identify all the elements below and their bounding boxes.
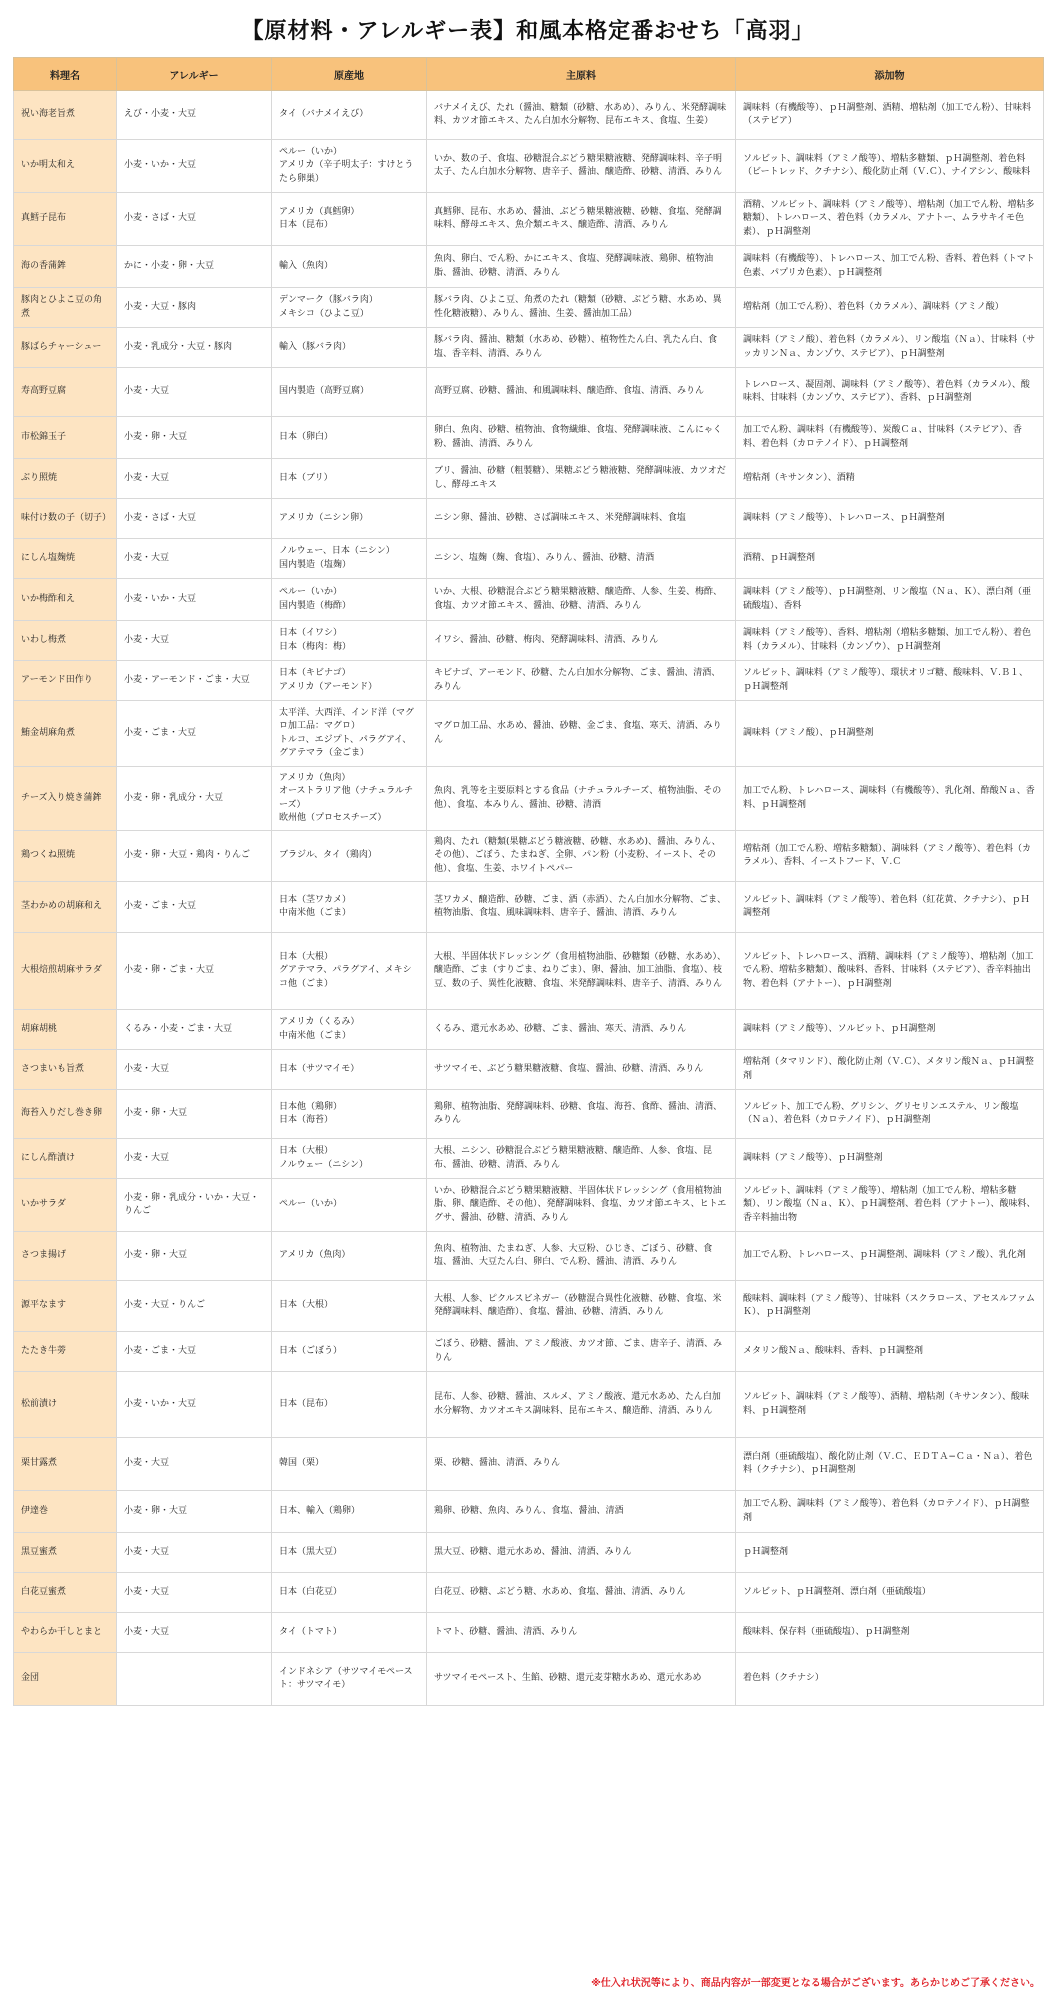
main-ingredients-cell: いか、大根、砂糖混合ぶどう糖果糖液糖、醸造酢、人参、生姜、梅酢、食塩、カツオ節エキス、醤油、砂糖、清酒、みりん bbox=[427, 579, 736, 621]
allergy-cell: 小麦・卵・大豆 bbox=[117, 1232, 272, 1281]
additives-cell: 加工でん粉、調味料（アミノ酸等）、着色料（カロテノイド）、ｐＨ調整剤 bbox=[736, 1491, 1044, 1533]
origin-cell: 日本（サツマイモ） bbox=[272, 1050, 427, 1090]
origin-cell: ノルウェー、日本（ニシン） 国内製造（塩麹） bbox=[272, 539, 427, 579]
table-row bbox=[14, 288, 1044, 328]
origin-cell: 日本（大根） ノルウェー（ニシン） bbox=[272, 1139, 427, 1179]
allergy-cell: 小麦・いか・大豆 bbox=[117, 140, 272, 193]
dish-name-cell: 海の香蒲鉾 bbox=[14, 246, 117, 288]
dish-name-cell: さつまいも旨煮 bbox=[14, 1050, 117, 1090]
main-ingredients-cell: 卵白、魚肉、砂糖、植物油、食物繊維、食塩、発酵調味液、こんにゃく粉、醤油、清酒、みりん bbox=[427, 417, 736, 459]
main-ingredients-cell: キビナゴ、アーモンド、砂糖、たん白加水分解物、ごま、醤油、清酒、みりん bbox=[427, 661, 736, 701]
allergy-cell: 小麦・卵・大豆・鶏肉・りんご bbox=[117, 831, 272, 882]
additives-cell: ソルビット、調味料（アミノ酸等）、酒精、増粘剤（キサンタン）、酸味料、ｐＨ調整剤 bbox=[736, 1372, 1044, 1438]
dish-name-cell: にしん塩麹焼 bbox=[14, 539, 117, 579]
dish-name-cell: 金団 bbox=[14, 1653, 117, 1706]
main-ingredients-cell: 大根、人参、ピクルスビネガー（砂糖混合異性化液糖、砂糖、食塩、米発酵調味料、醸造酢）、食塩、醤油、砂糖、清酒、みりん bbox=[427, 1281, 736, 1332]
additives-cell: ソルビット、調味料（アミノ酸等）、増粘剤（加工でん粉、増粘多糖類）、リン酸塩（Ｎａ、Ｋ）、ｐＨ調整剤、着色料（アナトー）、酸味料、香辛料抽出物 bbox=[736, 1179, 1044, 1232]
table-row bbox=[14, 831, 1044, 882]
origin-cell: 日本（茎ワカメ） 中南米他（ごま） bbox=[272, 882, 427, 933]
additives-cell: 酸味料、調味料（アミノ酸等）、甘味料（スクラロース、アセスルファムＫ）、ｐＨ調整剤 bbox=[736, 1281, 1044, 1332]
allergy-cell: 小麦・卵・乳成分・いか・大豆・りんご bbox=[117, 1179, 272, 1232]
main-ingredients-cell: 真鱈卵、昆布、水あめ、醤油、ぶどう糖果糖液糖、砂糖、食塩、発酵調味料、酵母エキス、魚介類エキス、醸造酢、清酒、みりん bbox=[427, 193, 736, 246]
additives-cell: 増粘剤（キサンタン）、酒精 bbox=[736, 459, 1044, 499]
table-row bbox=[14, 459, 1044, 499]
dish-name-cell: 伊達巻 bbox=[14, 1491, 117, 1533]
origin-cell: ペルー（いか） 国内製造（梅酢） bbox=[272, 579, 427, 621]
origin-cell: 日本、輸入（鶏卵） bbox=[272, 1491, 427, 1533]
additives-cell: 加工でん粉、トレハロース、ｐＨ調整剤、調味料（アミノ酸）、乳化剤 bbox=[736, 1232, 1044, 1281]
additives-cell: メタリン酸Ｎａ、酸味料、香料、ｐＨ調整剤 bbox=[736, 1332, 1044, 1372]
main-ingredients-cell: 昆布、人参、砂糖、醤油、スルメ、アミノ酸液、還元水あめ、たん白加水分解物、カツオエキス調味料、昆布エキス、醸造酢、清酒、みりん bbox=[427, 1372, 736, 1438]
main-ingredients-cell: イワシ、醤油、砂糖、梅肉、発酵調味料、清酒、みりん bbox=[427, 621, 736, 661]
disclaimer-note: ※仕入れ状況等により、商品内容が一部変更となる場合がございます。あらかじめご了承ください。 bbox=[591, 1978, 1040, 1989]
origin-cell: 日本（大根） bbox=[272, 1281, 427, 1332]
main-ingredients-cell: 豚バラ肉、ひよこ豆、角煮のたれ（糖類（砂糖、ぶどう糖、水あめ、異性化糖液糖）、みりん、醤油、生姜、醤油加工品） bbox=[427, 288, 736, 328]
origin-cell: 輸入（魚肉） bbox=[272, 246, 427, 288]
additives-cell: 調味料（アミノ酸等）、トレハロース、ｐＨ調整剤 bbox=[736, 499, 1044, 539]
main-ingredients-cell: 黒大豆、砂糖、還元水あめ、醤油、清酒、みりん bbox=[427, 1533, 736, 1573]
main-ingredients-cell: 魚肉、乳等を主要原料とする食品（ナチュラルチーズ、植物油脂、その他）、食塩、本みりん、醤油、砂糖、清酒 bbox=[427, 767, 736, 831]
dish-name-cell: 祝い海老旨煮 bbox=[14, 91, 117, 140]
dish-name-cell: たたき牛蒡 bbox=[14, 1332, 117, 1372]
origin-cell: 輸入（豚バラ肉） bbox=[272, 328, 427, 368]
main-ingredients-cell: 高野豆腐、砂糖、醤油、和風調味料、醸造酢、食塩、清酒、みりん bbox=[427, 368, 736, 417]
table-row bbox=[14, 368, 1044, 417]
origin-cell: 日本（イワシ） 日本（梅肉：梅） bbox=[272, 621, 427, 661]
allergy-cell: 小麦・大豆 bbox=[117, 621, 272, 661]
main-ingredients-cell: いか、砂糖混合ぶどう糖果糖液糖、半固体状ドレッシング（食用植物油脂、卵、醸造酢、その他）、発酵調味料、食塩、カツオ節エキス、ヒトエグサ、醤油、砂糖、清酒、みりん bbox=[427, 1179, 736, 1232]
table-row bbox=[14, 1232, 1044, 1281]
main-ingredients-cell: 鶏卵、植物油脂、発酵調味料、砂糖、食塩、海苔、食酢、醤油、清酒、みりん bbox=[427, 1090, 736, 1139]
table-row bbox=[14, 1613, 1044, 1653]
header-dish-name: 料理名 bbox=[14, 58, 117, 91]
dish-name-cell: 鮪金胡麻角煮 bbox=[14, 701, 117, 767]
table-row bbox=[14, 1050, 1044, 1090]
additives-cell: ソルビット、加工でん粉、グリシン、グリセリンエステル、リン酸塩（Ｎａ）、着色料（カロテノイド）、ｐＨ調整剤 bbox=[736, 1090, 1044, 1139]
allergy-cell: 小麦・卵・大豆 bbox=[117, 1090, 272, 1139]
table-row bbox=[14, 1372, 1044, 1438]
allergy-cell: 小麦・いか・大豆 bbox=[117, 1372, 272, 1438]
allergy-cell: 小麦・大豆 bbox=[117, 1573, 272, 1613]
origin-cell: ペルー（いか） アメリカ（辛子明太子：すけとうたら卵巣） bbox=[272, 140, 427, 193]
dish-name-cell: チーズ入り焼き蒲鉾 bbox=[14, 767, 117, 831]
table-row bbox=[14, 246, 1044, 288]
dish-name-cell: やわらか干しとまと bbox=[14, 1613, 117, 1653]
dish-name-cell: 栗甘露煮 bbox=[14, 1438, 117, 1491]
main-ingredients-cell: ニシン、塩麹（麹、食塩）、みりん、醤油、砂糖、清酒 bbox=[427, 539, 736, 579]
origin-cell: タイ（バナメイえび） bbox=[272, 91, 427, 140]
table-row bbox=[14, 882, 1044, 933]
dish-name-cell: いわし梅煮 bbox=[14, 621, 117, 661]
allergy-cell: かに・小麦・卵・大豆 bbox=[117, 246, 272, 288]
origin-cell: 日本他（鶏卵） 日本（海苔） bbox=[272, 1090, 427, 1139]
allergy-cell: 小麦・大豆 bbox=[117, 459, 272, 499]
additives-cell: 増粘剤（タマリンド）、酸化防止剤（Ｖ.Ｃ）、メタリン酸Ｎａ、ｐＨ調整剤 bbox=[736, 1050, 1044, 1090]
additives-cell: 着色料（クチナシ） bbox=[736, 1653, 1044, 1706]
additives-cell: 加工でん粉、調味料（有機酸等）、炭酸Ｃａ、甘味料（ステビア）、香料、着色料（カロテノイド）、ｐＨ調整剤 bbox=[736, 417, 1044, 459]
origin-cell: アメリカ（魚肉） bbox=[272, 1232, 427, 1281]
table-row bbox=[14, 661, 1044, 701]
dish-name-cell: いかサラダ bbox=[14, 1179, 117, 1232]
dish-name-cell: にしん酢漬け bbox=[14, 1139, 117, 1179]
table-header-row bbox=[14, 58, 1044, 91]
table-row bbox=[14, 1010, 1044, 1050]
additives-cell: 増粘剤（加工でん粉）、着色料（カラメル）、調味料（アミノ酸） bbox=[736, 288, 1044, 328]
main-ingredients-cell: 魚肉、植物油、たまねぎ、人参、大豆粉、ひじき、ごぼう、砂糖、食塩、醤油、大豆たん白、卵白、でん粉、醤油、清酒、みりん bbox=[427, 1232, 736, 1281]
additives-cell: 調味料（有機酸等）、トレハロース、加工でん粉、香料、着色料（トマト色素、パプリカ色素）、ｐＨ調整剤 bbox=[736, 246, 1044, 288]
table-row bbox=[14, 140, 1044, 193]
table-row bbox=[14, 1090, 1044, 1139]
table-row bbox=[14, 1491, 1044, 1533]
origin-cell: ブラジル、タイ（鶏肉） bbox=[272, 831, 427, 882]
allergy-cell: えび・小麦・大豆 bbox=[117, 91, 272, 140]
origin-cell: 国内製造（高野豆腐） bbox=[272, 368, 427, 417]
table-row bbox=[14, 539, 1044, 579]
additives-cell: 調味料（アミノ酸等）、香料、増粘剤（増粘多糖類、加工でん粉）、着色料（カラメル）、甘味料（カンゾウ）、ｐＨ調整剤 bbox=[736, 621, 1044, 661]
dish-name-cell: ぶり照焼 bbox=[14, 459, 117, 499]
origin-cell: 日本（卵白） bbox=[272, 417, 427, 459]
main-ingredients-cell: マグロ加工品、水あめ、醤油、砂糖、金ごま、食塩、寒天、清酒、みりん bbox=[427, 701, 736, 767]
additives-cell: 増粘剤（加工でん粉、増粘多糖類）、調味料（アミノ酸等）、着色料（カラメル）、香料、イーストフード、Ｖ.Ｃ bbox=[736, 831, 1044, 882]
table-row bbox=[14, 1179, 1044, 1232]
main-ingredients-cell: 豚バラ肉、醤油、糖類（水あめ、砂糖）、植物性たん白、乳たん白、食塩、香辛料、清酒、みりん bbox=[427, 328, 736, 368]
additives-cell: ソルビット、調味料（アミノ酸等）、増粘多糖類、ｐＨ調整剤、着色料（ビートレッド、クチナシ）、酸化防止剤（Ｖ.Ｃ）、ナイアシン、酸味料 bbox=[736, 140, 1044, 193]
table-row bbox=[14, 933, 1044, 1010]
dish-name-cell: いか梅酢和え bbox=[14, 579, 117, 621]
dish-name-cell: 松前漬け bbox=[14, 1372, 117, 1438]
main-ingredients-cell: サツマイモペースト、生餡、砂糖、還元麦芽糖水あめ、還元水あめ bbox=[427, 1653, 736, 1706]
main-ingredients-cell: トマト、砂糖、醤油、清酒、みりん bbox=[427, 1613, 736, 1653]
table-row bbox=[14, 1573, 1044, 1613]
main-ingredients-cell: 鶏卵、砂糖、魚肉、みりん、食塩、醤油、清酒 bbox=[427, 1491, 736, 1533]
allergy-cell: 小麦・大豆 bbox=[117, 368, 272, 417]
additives-cell: トレハロース、凝固剤、調味料（アミノ酸等）、着色料（カラメル）、酸味料、甘味料（カンゾウ、ステビア）、香料、ｐＨ調整剤 bbox=[736, 368, 1044, 417]
main-ingredients-cell: くるみ、還元水あめ、砂糖、ごま、醤油、寒天、清酒、みりん bbox=[427, 1010, 736, 1050]
table-row bbox=[14, 193, 1044, 246]
dish-name-cell: アーモンド田作り bbox=[14, 661, 117, 701]
allergy-cell: 小麦・卵・大豆 bbox=[117, 1491, 272, 1533]
dish-name-cell: 寿高野豆腐 bbox=[14, 368, 117, 417]
additives-cell: 加工でん粉、トレハロース、調味料（有機酸等）、乳化剤、酢酸Ｎａ、香料、ｐＨ調整剤 bbox=[736, 767, 1044, 831]
origin-cell: 日本（黒大豆） bbox=[272, 1533, 427, 1573]
allergy-cell: 小麦・乳成分・大豆・豚肉 bbox=[117, 328, 272, 368]
allergy-cell: 小麦・さば・大豆 bbox=[117, 499, 272, 539]
allergy-cell: 小麦・大豆 bbox=[117, 1533, 272, 1573]
additives-cell: 酸味料、保存料（亜硫酸塩）、ｐＨ調整剤 bbox=[736, 1613, 1044, 1653]
main-ingredients-cell: ニシン卵、醤油、砂糖、さば調味エキス、米発酵調味料、食塩 bbox=[427, 499, 736, 539]
main-ingredients-cell: 魚肉、卵白、でん粉、かにエキス、食塩、発酵調味液、鶏卵、植物油脂、醤油、砂糖、清酒、みりん bbox=[427, 246, 736, 288]
dish-name-cell: 大根焙煎胡麻サラダ bbox=[14, 933, 117, 1010]
table-row bbox=[14, 1438, 1044, 1491]
main-ingredients-cell: ごぼう、砂糖、醤油、アミノ酸液、カツオ節、ごま、唐辛子、清酒、みりん bbox=[427, 1332, 736, 1372]
table-row bbox=[14, 1332, 1044, 1372]
additives-cell: 調味料（アミノ酸等）、ｐＨ調整剤、リン酸塩（Ｎａ、Ｋ）、漂白剤（亜硫酸塩）、香料 bbox=[736, 579, 1044, 621]
table-row bbox=[14, 1281, 1044, 1332]
dish-name-cell: 真鱈子昆布 bbox=[14, 193, 117, 246]
additives-cell: 酒精、ｐＨ調整剤 bbox=[736, 539, 1044, 579]
table-row bbox=[14, 91, 1044, 140]
allergy-cell: くるみ・小麦・ごま・大豆 bbox=[117, 1010, 272, 1050]
allergy-cell: 小麦・卵・ごま・大豆 bbox=[117, 933, 272, 1010]
origin-cell: インドネシア（サツマイモペースト：サツマイモ） bbox=[272, 1653, 427, 1706]
table-row bbox=[14, 499, 1044, 539]
allergy-cell: 小麦・ごま・大豆 bbox=[117, 701, 272, 767]
dish-name-cell: 胡麻胡桃 bbox=[14, 1010, 117, 1050]
origin-cell: 日本（ごぼう） bbox=[272, 1332, 427, 1372]
additives-cell: 調味料（アミノ酸）、ｐＨ調整剤 bbox=[736, 701, 1044, 767]
origin-cell: アメリカ（魚肉） オーストラリア他（ナチュラルチーズ） 欧州他（プロセスチーズ） bbox=[272, 767, 427, 831]
allergy-cell: 小麦・卵・大豆 bbox=[117, 417, 272, 459]
origin-cell: 韓国（栗） bbox=[272, 1438, 427, 1491]
dish-name-cell: 市松錦玉子 bbox=[14, 417, 117, 459]
dish-name-cell: 茎わかめの胡麻和え bbox=[14, 882, 117, 933]
additives-cell: ｐＨ調整剤 bbox=[736, 1533, 1044, 1573]
header-origin: 原産地 bbox=[272, 58, 427, 91]
dish-name-cell: 白花豆蜜煮 bbox=[14, 1573, 117, 1613]
header-allergy: アレルギー bbox=[117, 58, 272, 91]
main-ingredients-cell: 栗、砂糖、醤油、清酒、みりん bbox=[427, 1438, 736, 1491]
additives-cell: 調味料（有機酸等）、ｐＨ調整剤、酒精、増粘剤（加工でん粉）、甘味料（ステビア） bbox=[736, 91, 1044, 140]
origin-cell: ペルー（いか） bbox=[272, 1179, 427, 1232]
dish-name-cell: 海苔入りだし巻き卵 bbox=[14, 1090, 117, 1139]
main-ingredients-cell: ブリ、醤油、砂糖（粗製糖）、果糖ぶどう糖液糖、発酵調味液、カツオだし、酵母エキス bbox=[427, 459, 736, 499]
additives-cell: 調味料（アミノ酸）、着色料（カラメル）、リン酸塩（Ｎａ）、甘味料（サッカリンＮａ、カンゾウ、ステビア）、ｐＨ調整剤 bbox=[736, 328, 1044, 368]
allergy-cell: 小麦・アーモンド・ごま・大豆 bbox=[117, 661, 272, 701]
allergy-cell: 小麦・大豆 bbox=[117, 1613, 272, 1653]
allergy-cell: 小麦・ごま・大豆 bbox=[117, 1332, 272, 1372]
allergy-table bbox=[13, 57, 1044, 1706]
origin-cell: アメリカ（ニシン卵） bbox=[272, 499, 427, 539]
additives-cell: 酒精、ソルビット、調味料（アミノ酸等）、増粘剤（加工でん粉、増粘多糖類）、トレハロース、着色料（カラメル、アナトー、ムラサキイモ色素）、ｐＨ調整剤 bbox=[736, 193, 1044, 246]
allergy-cell: 小麦・大豆 bbox=[117, 539, 272, 579]
table-row bbox=[14, 701, 1044, 767]
main-ingredients-cell: 鶏肉、たれ（糖類(果糖ぶどう糖液糖、砂糖、水あめ)、醤油、みりん、その他）、ごぼう、たまねぎ、全卵、パン粉（小麦粉、イースト、その他）、食塩、生姜、ホワイトペパー bbox=[427, 831, 736, 882]
table-row bbox=[14, 1139, 1044, 1179]
dish-name-cell: 味付け数の子（切子） bbox=[14, 499, 117, 539]
table-row bbox=[14, 579, 1044, 621]
dish-name-cell: 源平なます bbox=[14, 1281, 117, 1332]
table-row bbox=[14, 1653, 1044, 1706]
dish-name-cell: 豚肉とひよこ豆の角煮 bbox=[14, 288, 117, 328]
origin-cell: アメリカ（真鱈卵） 日本（昆布） bbox=[272, 193, 427, 246]
origin-cell: 日本（ブリ） bbox=[272, 459, 427, 499]
additives-cell: 調味料（アミノ酸等）、ｐＨ調整剤 bbox=[736, 1139, 1044, 1179]
allergy-cell: 小麦・卵・乳成分・大豆 bbox=[117, 767, 272, 831]
dish-name-cell: 鶏つくね照焼 bbox=[14, 831, 117, 882]
additives-cell: ソルビット、トレハロース、酒精、調味料（アミノ酸等）、増粘剤（加工でん粉、増粘多糖類）、酸味料、香料、甘味料（ステビア）、香辛料抽出物、着色料（アナトー）、ｐＨ調整剤 bbox=[736, 933, 1044, 1010]
main-ingredients-cell: 白花豆、砂糖、ぶどう糖、水あめ、食塩、醤油、清酒、みりん bbox=[427, 1573, 736, 1613]
allergy-cell: 小麦・大豆 bbox=[117, 1050, 272, 1090]
allergy-cell: 小麦・大豆・りんご bbox=[117, 1281, 272, 1332]
main-ingredients-cell: 茎ワカメ、醸造酢、砂糖、ごま、酒（赤酒）、たん白加水分解物、ごま、植物油脂、食塩、風味調味料、唐辛子、醤油、清酒、みりん bbox=[427, 882, 736, 933]
allergy-cell: 小麦・さば・大豆 bbox=[117, 193, 272, 246]
allergy-cell: 小麦・ごま・大豆 bbox=[117, 882, 272, 933]
table-row bbox=[14, 621, 1044, 661]
allergy-cell: 小麦・いか・大豆 bbox=[117, 579, 272, 621]
additives-cell: ソルビット、調味料（アミノ酸等）、環状オリゴ糖、酸味料、Ｖ.Ｂ１、ｐＨ調整剤 bbox=[736, 661, 1044, 701]
allergy-cell: 小麦・大豆 bbox=[117, 1438, 272, 1491]
origin-cell: デンマーク（豚バラ肉） メキシコ（ひよこ豆） bbox=[272, 288, 427, 328]
page-title: 【原材料・アレルギー表】和風本格定番おせち「高羽」 bbox=[241, 18, 815, 44]
allergy-cell: 小麦・大豆・豚肉 bbox=[117, 288, 272, 328]
dish-name-cell: さつま揚げ bbox=[14, 1232, 117, 1281]
origin-cell: タイ（トマト） bbox=[272, 1613, 427, 1653]
origin-cell: 日本（昆布） bbox=[272, 1372, 427, 1438]
main-ingredients-cell: いか、数の子、食塩、砂糖混合ぶどう糖果糖液糖、発酵調味料、辛子明太子、たん白加水分解物、唐辛子、醤油、醸造酢、砂糖、清酒、みりん bbox=[427, 140, 736, 193]
main-ingredients-cell: サツマイモ、ぶどう糖果糖液糖、食塩、醤油、砂糖、清酒、みりん bbox=[427, 1050, 736, 1090]
table-row bbox=[14, 328, 1044, 368]
header-main-ingredients: 主原料 bbox=[427, 58, 736, 91]
origin-cell: 日本（キビナゴ） アメリカ（アーモンド） bbox=[272, 661, 427, 701]
dish-name-cell: いか明太和え bbox=[14, 140, 117, 193]
additives-cell: 調味料（アミノ酸等）、ソルビット、ｐＨ調整剤 bbox=[736, 1010, 1044, 1050]
origin-cell: 太平洋、大西洋、インド洋（マグロ加工品：マグロ） トルコ、エジプト、パラグアイ、グアテマラ（金ごま） bbox=[272, 701, 427, 767]
table-row bbox=[14, 767, 1044, 831]
allergy-cell: 小麦・大豆 bbox=[117, 1139, 272, 1179]
main-ingredients-cell: 大根、ニシン、砂糖混合ぶどう糖果糖液糖、醸造酢、人参、食塩、昆布、醤油、砂糖、清酒、みりん bbox=[427, 1139, 736, 1179]
dish-name-cell: 黒豆蜜煮 bbox=[14, 1533, 117, 1573]
additives-cell: ソルビット、ｐＨ調整剤、漂白剤（亜硫酸塩） bbox=[736, 1573, 1044, 1613]
dish-name-cell: 豚ばらチャーシュー bbox=[14, 328, 117, 368]
table-row bbox=[14, 417, 1044, 459]
table-row bbox=[14, 1533, 1044, 1573]
origin-cell: 日本（白花豆） bbox=[272, 1573, 427, 1613]
header-additives: 添加物 bbox=[736, 58, 1044, 91]
origin-cell: 日本（大根） グアテマラ、パラグアイ、メキシコ他（ごま） bbox=[272, 933, 427, 1010]
main-ingredients-cell: バナメイえび、たれ（醤油、糖類（砂糖、水あめ）、みりん、米発酵調味料、カツオ節エキス、たん白加水分解物、昆布エキス、食塩、生姜） bbox=[427, 91, 736, 140]
additives-cell: 漂白剤（亜硫酸塩）、酸化防止剤（Ｖ.Ｃ、ＥＤＴＡ−Ｃａ・Ｎａ）、着色料（クチナシ）、ｐＨ調整剤 bbox=[736, 1438, 1044, 1491]
main-ingredients-cell: 大根、半固体状ドレッシング（食用植物油脂、砂糖類（砂糖、水あめ）、醸造酢、ごま（すりごま、ねりごま）、卵、醤油、加工油脂、食塩）、枝豆、数の子、異性化液糖、食塩、米発酵調味料、唐辛子、清酒、みりん bbox=[427, 933, 736, 1010]
allergy-cell bbox=[117, 1653, 272, 1706]
origin-cell: アメリカ（くるみ） 中南米他（ごま） bbox=[272, 1010, 427, 1050]
additives-cell: ソルビット、調味料（アミノ酸等）、着色料（紅花黄、クチナシ）、ｐＨ調整剤 bbox=[736, 882, 1044, 933]
